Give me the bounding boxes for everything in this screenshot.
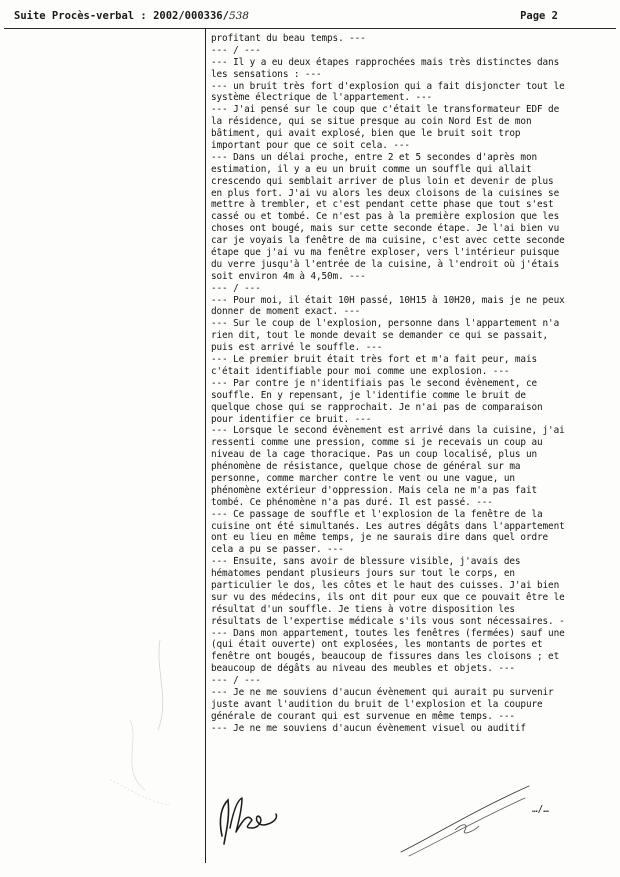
statement-line: --- / --- [211,44,261,56]
statement-line: --- Dans un délai proche, entre 2 et 5 secondes d'après mon [211,151,537,163]
statement-body [211,33,616,735]
statement-line: pour identifier ce bruit. --- [211,413,372,425]
statement-line: (qui était ouverte) ont explosées, les montants de portes et [211,639,543,651]
statement-line: cassé ou et tombé. Ce n'est pas à la première explosion que les [211,211,560,223]
statement-line: --- Par contre je n'identifiais pas le second évènement, ce [211,377,537,389]
statement-line: niveau de la cage thoracique. Pas un coup localisé, plus un [211,449,537,461]
statement-line: puis est arrivé le souffle. --- [211,342,383,354]
statement-line: ont eu lieu en même temps, je ne saurais dire dans quel ordre [211,532,549,544]
statement-line: quelque chose qui se rapprochait. Je n'ai pas de comparaison [211,401,543,413]
statement-line: phénomène extérieur d'oppression. Mais cela ne m'a pas fait [211,484,537,496]
statement-line: mettre à trembler, et c'est pendant cette phase que tout s'est [211,199,554,211]
statement-line: du verre jusqu'à l'entrée de la cuisine, à l'endroit où j'étais [211,258,560,270]
statement-line: --- Lorsque le second évènement est arrivé dans la cuisine, j'ai [211,425,565,437]
statement-line: --- Il y a eu deux étapes rapprochées mais très distinctes dans [211,56,560,68]
statement-line: bâtiment, qui avait explosé, bien que le bruit soit trop [211,128,521,140]
signature-left [208,788,298,848]
statement-line: la résidence, qui se situe presque au coin Nord Est de mon [211,116,532,128]
statement-line: important pour que ce soit cela. --- [211,140,410,152]
header-title-text: Suite Procès-verbal : 2002/000336/ [14,10,229,22]
statement-line: particulier le dos, les côtes et le haut des cuisses. J'ai bien [211,579,560,591]
statement-line: donner de moment exact. --- [211,306,361,318]
statement-line: résultats de l'expertise médicale s'ils vous sont nécessaires. - [211,615,565,627]
statement-line: --- Ensuite, sans avoir de blessure visible, j'avais des [211,556,521,568]
statement-line: car je voyais la fenêtre de ma cuisine, c'est avec cette seconde [211,235,565,247]
statement-line: profitant du beau temps. --- [211,33,366,44]
statement-line: beaucoup de dégâts au niveau des meubles et objets. --- [211,663,515,675]
statement-line: c'était identifiable pour moi comme une explosion. --- [211,365,510,377]
faint-margin-marks [100,630,190,820]
statement-line: --- Pour moi, il était 10H passé, 10H15 à 10H20, mais je ne peux [211,294,565,306]
statement-line: --- Ce passage de souffle et l'explosion de la fenêtre de la [211,508,543,520]
header-handwritten-number: 538 [228,10,249,22]
page-number: Page 2 [520,10,558,22]
statement-line: étape que j'ai vu ma fenêtre exploser, vers l'intérieur puisque [211,247,560,259]
margin-rule [205,28,206,863]
statement-line: estimation, il y a eu un bruit comme un souffle qui allait [211,163,532,175]
page-header [14,10,594,26]
statement-line: --- Sur le coup de l'explosion, personne dans l'appartement n'a [211,318,560,330]
statement-line: --- un bruit très fort d'explosion qui a fait disjoncter tout le [211,80,565,92]
statement-line: soit environ 4m à 4,50m. --- [211,270,366,282]
statement-line: souffle. En y repensant, je l'identifie comme le bruit de [211,389,526,401]
statement-line: fenêtre ont bougés, beaucoup de fissures dans les cloisons ; et [211,651,560,663]
statement-line: --- / --- [211,282,261,294]
statement-line: --- Je ne me souviens d'aucun évènement qui aurait pu survenir [211,686,554,698]
statement-line: phénomène de résistance, quelque chose de général sur ma [211,461,521,473]
statement-line: --- Dans mon appartement, toutes les fenêtres (fermées) sauf une [211,627,565,639]
signature-right [395,780,535,860]
statement-line: tombé. Ce phénomène n'a pas duré. Il est passé. --- [211,496,493,508]
statement-line: en plus fort. J'ai vu alors les deux cloisons de la cuisines se [211,187,560,199]
statement-line: cuisine ont été simultanés. Les autres dégâts dans l'appartement [211,520,565,532]
statement-line: personne, comme marcher contre le vent ou une vague, un [211,472,515,484]
statement-line: --- Le premier bruit était très fort et m'a fait peur, mais [211,354,537,366]
statement-line: crescendo qui semblait arriver de plus loin et devenir de plus [211,175,554,187]
statement-line: juste avant l'audition du bruit de l'explosion et la coupure [211,698,543,710]
statement-line: choses ont bougé, mais sur cette seconde étape. Je l'ai bien vu [211,223,560,235]
statement-line: système électrique de l'appartement. --- [211,92,433,104]
statement-line: hématomes pendant plusieurs jours sur tout le corps, en [211,568,515,580]
statement-line: les sensations : --- [211,68,322,80]
statement-line: résultat d'un souffle. Je tiens à votre disposition les [211,603,515,615]
continuation-mark: …/… [532,804,549,815]
header-title [14,10,249,22]
header-rule [4,28,616,29]
statement-line: générale de courant qui est survenue en même temps. --- [211,710,515,722]
statement-line: cela a pu se passer. --- [211,544,344,556]
statement-line: sur vu des médecins, ils ont dit pour eux que ce pouvait être le [211,591,565,603]
statement-line: --- J'ai pensé sur le coup que c'était le transformateur EDF de [211,104,560,116]
statement-line: --- / --- [211,675,261,687]
statement-line: rien dit, tout le monde devait se demander ce qui se passait, [211,330,549,342]
statement-line: --- Je ne me souviens d'aucun évènement visuel ou auditif [211,722,526,734]
statement-line: ressenti comme une pression, comme si je recevais un coup au [211,437,543,449]
